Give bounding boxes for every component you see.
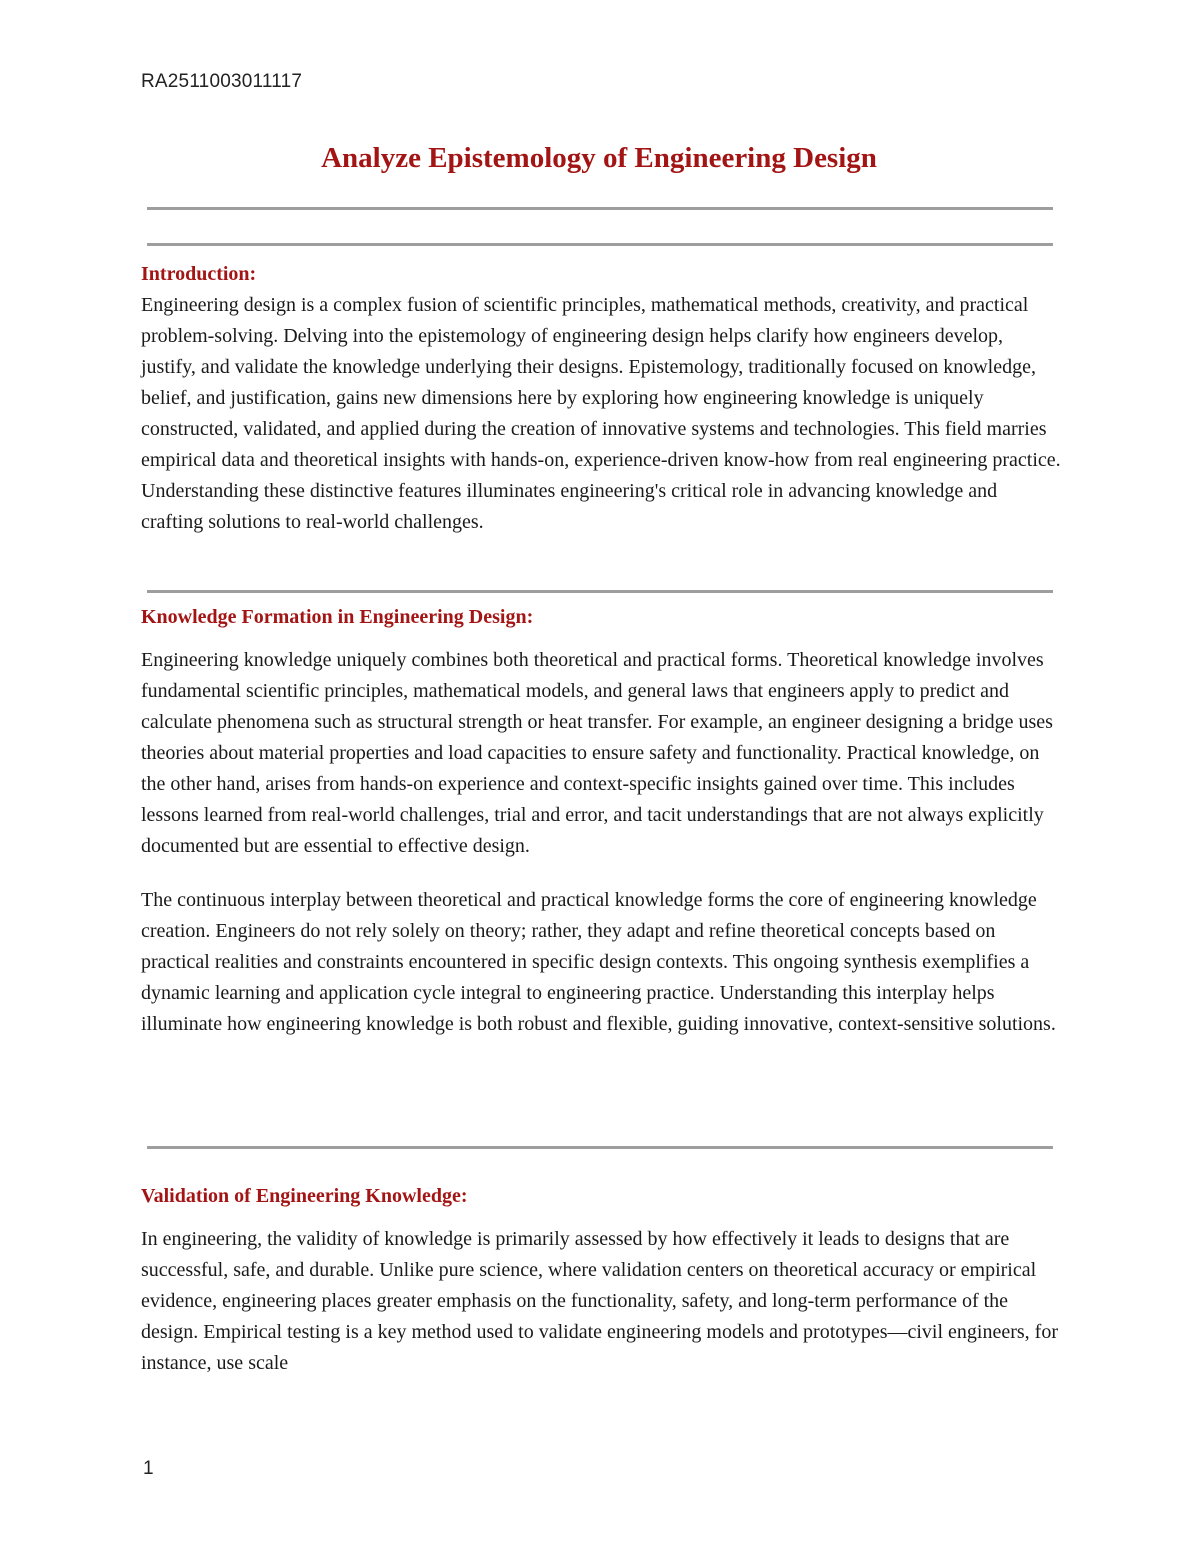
section-heading: Knowledge Formation in Engineering Design: <box>141 606 534 628</box>
horizontal-rule <box>147 207 1053 210</box>
section-paragraph: The continuous interplay between theoretical and practical knowledge forms the core of engineering knowledge creation. Engineers do not rely solely on theory; rather, they adapt and refine theoretical concepts based on practical realities and constraints encountered in specific design contexts. This ongoing synthesis exemplifies a dynamic learning and application cycle integral to engineering practice. Understanding this interplay helps illuminate how engineering knowledge is both robust and flexible, guiding innovative, context-sensitive solutions. <box>141 889 1056 1035</box>
section-paragraph: Engineering knowledge uniquely combines both theoretical and practical forms. Theoretical knowledge involves fundamental scientific principles, mathematical models, and general laws that engineers apply to predict and calculate phenomena such as structural strength or heat transfer. For example, an engineer designing a bridge uses theories about material properties and load capacities to ensure safety and functionality. Practical knowledge, on the other hand, arises from hands-on experience and context-specific insights gained over time. This includes lessons learned from real-world challenges, trial and error, and tacit understandings that are not always explicitly documented but are essential to effective design. <box>141 649 1053 857</box>
horizontal-rule <box>147 1146 1053 1149</box>
section-knowledge-formation <box>141 602 1061 1040</box>
section-paragraph: In engineering, the validity of knowledge is primarily assessed by how effectively it leads to designs that are successful, safe, and durable. Unlike pure science, where validation centers on theoretical accuracy or empirical evidence, engineering places greater emphasis on the functionality, safety, and long-term performance of the design. Empirical testing is a key method used to validate engineering models and prototypes—civil engineers, for instance, use scale <box>141 1228 1058 1374</box>
section-validation <box>141 1181 1061 1379</box>
section-heading: Introduction: <box>141 263 257 285</box>
document-id: RA2511003011117 <box>141 71 303 92</box>
section-heading: Validation of Engineering Knowledge: <box>141 1185 468 1207</box>
section-paragraph: Engineering design is a complex fusion of scientific principles, mathematical methods, creativity, and practical problem-solving. Delving into the epistemology of engineering design helps clarify how engineers develop, justify, and validate the knowledge underlying their designs. Epistemology, traditionally focused on knowledge, belief, and justification, gains new dimensions here by exploring how engineering knowledge is uniquely constructed, validated, and applied during the creation of innovative systems and technologies. This field marries empirical data and theoretical insights with hands-on, experience-driven know-how from real engineering practice. Understanding these distinctive features illuminates engineering's critical role in advancing knowledge and crafting solutions to real-world challenges. <box>141 294 1061 533</box>
horizontal-rule <box>147 590 1053 593</box>
document-title: Analyze Epistemology of Engineering Design <box>321 142 877 174</box>
horizontal-rule <box>147 243 1053 246</box>
section-introduction <box>141 259 1061 538</box>
page-number: 1 <box>143 1458 154 1479</box>
